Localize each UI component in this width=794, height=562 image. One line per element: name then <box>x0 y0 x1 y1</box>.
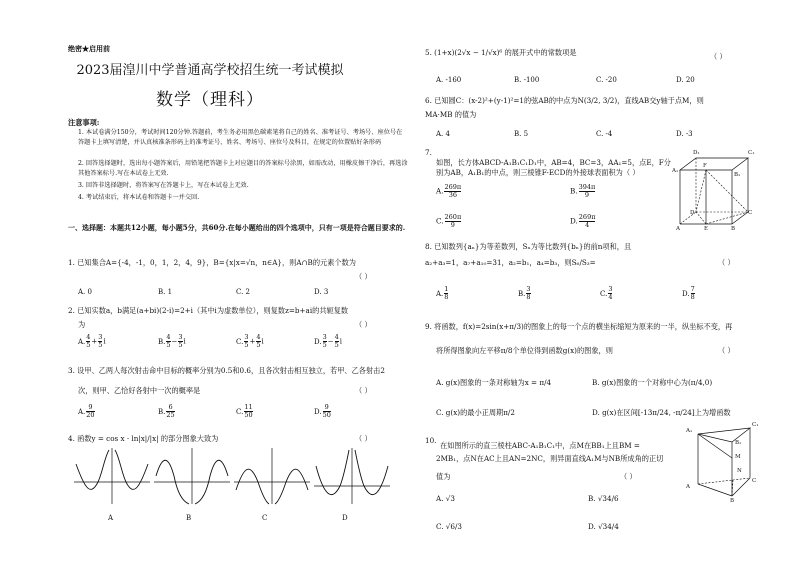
q1-option-a[interactable]: A. 0 <box>78 288 92 296</box>
fig10-label-a: A <box>686 484 690 490</box>
q9-option-c[interactable]: C. g(x)的最小正周期π/2 <box>436 408 515 417</box>
fig7-label-f: F <box>703 163 707 169</box>
q2-answer-paren[interactable]: （ ） <box>355 320 372 329</box>
q5-option-d[interactable]: D. 20 <box>676 76 695 84</box>
q8-option-a[interactable]: A. $\frac{1}{8}$ <box>436 285 449 301</box>
q4-graph-c[interactable] <box>232 446 312 506</box>
q2-option-b[interactable]: B. $\frac{4}{5}$ − $\frac{3}{5}$ i <box>158 333 186 349</box>
q2-stem: 2. 已知实数a，b满足(a+bi)(2-i)=2+i（其中i为虚数单位），则复数z=b+ai的共轭复数 <box>68 306 349 315</box>
q6-stem: 6. 已知圆C：(x-2)²+(y-1)²=1的弦AB的中点为N(3/2, 3/2)，直线AB交y轴于点M，则 <box>425 96 704 105</box>
q9-option-d[interactable]: D. g(x)在区间[-13π/24, -π/24]上为增函数 <box>592 408 731 417</box>
q6-options <box>436 130 693 139</box>
q7-option-b[interactable]: B. $\frac{394\pi}{9}$ <box>570 183 596 199</box>
q5-option-c[interactable]: C. -20 <box>596 76 617 84</box>
q3-stem: 3. 设甲、乙两人每次射击命中目标的概率分别为0.5和0.6，且各次射击相互独立，若甲、乙各射击2 <box>68 366 385 375</box>
q7-number: 7. <box>425 148 432 157</box>
q10-number: 10. <box>425 436 437 445</box>
q9-stem-2: 将所得图象向左平移π/8个单位得到函数g(x)的图象，则 <box>436 346 613 355</box>
q10-option-a[interactable]: A. √3 <box>436 494 455 503</box>
fig10-label-b1: B₁ <box>735 440 742 446</box>
q3-option-d[interactable]: D. $\frac{9}{50}$ <box>314 403 331 419</box>
q4-graph-b[interactable] <box>152 446 232 506</box>
q7-option-d[interactable]: D. $\frac{269\pi}{4}$ <box>570 213 596 229</box>
notes-heading: 注意事项: <box>68 118 100 127</box>
q9-option-b[interactable]: B. g(x)图象的一个对称中心为(π/4,0) <box>592 378 713 387</box>
q4-answer-paren[interactable]: （ ） <box>355 434 372 443</box>
q10-stem-2: 2MB₁，点N在AC上且AN=2NC，则异面直线A₁M与NB所成角的正切 <box>436 454 664 463</box>
q6-stem-2: MA·MB 的值为 <box>425 110 477 119</box>
q6-option-c[interactable]: C. -4 <box>596 130 613 138</box>
q1-option-d[interactable]: D. 3 <box>314 288 329 296</box>
q9-answer-paren[interactable]: （ ） <box>718 346 735 355</box>
q2-option-c[interactable]: C. $\frac{3}{5}$ + $\frac{4}{5}$ i <box>236 333 264 349</box>
q3-option-c[interactable]: C. $\frac{11}{50}$ <box>236 403 253 419</box>
q2-options <box>78 334 342 349</box>
q4-graph-a[interactable] <box>72 446 152 506</box>
fig10-label-b: B <box>730 498 735 504</box>
q5-option-a[interactable]: A. -160 <box>436 76 462 84</box>
q2-option-a[interactable]: A. $\frac{4}{5}$ + $\frac{3}{5}$ i <box>78 333 106 349</box>
q1-options <box>78 288 328 297</box>
q8-option-b[interactable]: B. $\frac{3}{8}$ <box>518 285 531 301</box>
q1-answer-paren[interactable]: （ ） <box>355 272 372 281</box>
fig10-label-a1: A₁ <box>686 428 693 434</box>
q10-option-d[interactable]: D. √34/4 <box>588 522 619 531</box>
q4-label-d: D <box>342 514 348 522</box>
q7-stem-2: 别为AB，A₁B₁的中点，则三棱锥F-ECD的外接球表面积为（ ） <box>436 168 640 177</box>
q3-stem-2: 次，则甲、乙恰好各射中一次的概率是 <box>78 386 201 395</box>
fig7-label-a: A <box>676 226 680 232</box>
q3-options <box>78 404 332 419</box>
exam-title: 2023届湟川中学普通高学校招生统一考试模拟 <box>76 63 344 78</box>
q5-answer-paren[interactable]: （ ） <box>710 52 727 61</box>
fig7-label-c1: C₁ <box>748 150 755 156</box>
q4-label-b: B <box>186 514 192 522</box>
q10-option-c[interactable]: C. √6/3 <box>436 522 462 531</box>
q3-option-a[interactable]: A. $\frac{9}{20}$ <box>78 403 95 419</box>
q4-label-c: C <box>262 514 268 522</box>
q8-option-c[interactable]: C. $\frac{3}{4}$ <box>600 285 613 301</box>
q5-options <box>436 76 695 85</box>
fig7-label-b1: B₁ <box>734 172 741 178</box>
q10-stem: 在如图所示的直三棱柱ABC-A₁B₁C₁中，点M在BB₁上且BM = <box>440 441 640 450</box>
note-1: 1. 本试卷满分150分，考试时间120分钟.答题前，考生务必用黑色碳素笔将自己的姓名、准考证号、考场号、座位号在答题卡上填写清楚，并认真核准条形码上的准考证号、姓名、考场号、座位号及科目，在规定的位置贴好条形码 <box>78 129 403 146</box>
q8-answer-paren[interactable]: （ ） <box>718 258 735 267</box>
q9-option-a[interactable]: A. g(x)图象的一条对称轴为x = π/4 <box>436 378 552 387</box>
q2-stem-2: 为 <box>78 320 86 329</box>
q1-option-b[interactable]: B. 1 <box>158 288 173 296</box>
fig7-label-d1: D₁ <box>693 150 700 156</box>
q2-option-d[interactable]: D. $\frac{3}{5}$ − $\frac{4}{5}$ i <box>314 333 342 349</box>
q10-stem-3: 值为 <box>436 472 451 481</box>
section-heading: 一、选择题：本题共12小题，每小题5分，共60分.在每小题给出的四个选项中，只有一项是符合题目要求的. <box>68 223 406 232</box>
q5-option-b[interactable]: B. -100 <box>514 76 540 84</box>
q10-answer-paren[interactable]: （ ） <box>620 472 637 481</box>
q8-option-d[interactable]: D. $\frac{7}{8}$ <box>682 285 695 301</box>
q7-option-c[interactable]: C. $\frac{260\pi}{9}$ <box>436 213 462 229</box>
q10-option-b[interactable]: B. √34/6 <box>588 494 619 503</box>
q5-stem: 5. (1+x)(2√x − 1/√x)⁶ 的展开式中的常数项是 <box>425 48 577 57</box>
q6-option-b[interactable]: B. 5 <box>514 130 529 138</box>
note-2: 2. 回答选择题时，选出每小题答案后，用铅笔把答题卡上对应题目的答案标号涂黑，如需改动，用橡皮擦干净后，再选涂其他答案标号.写在本试卷上无效. <box>78 160 408 177</box>
note-3: 3. 回答非选择题时，将答案写在答题卡上，写在本试卷上无效. <box>78 182 249 189</box>
q3-answer-paren[interactable]: （ ） <box>355 386 372 395</box>
fig10-label-m: M <box>735 454 741 460</box>
subject-title: 数学（理科） <box>156 90 264 110</box>
q3-option-b[interactable]: B. $\frac{6}{25}$ <box>158 403 175 419</box>
q9-stem: 9. 将函数，f(x)=2sin(x+π/3)的图象上的每一个点的横坐标缩短为原来的一半，纵坐标不变，再 <box>425 322 733 331</box>
note-4: 4. 考试结束后，将本试卷和答题卡一并交回. <box>78 194 200 201</box>
fig7-label-e: E <box>704 226 709 232</box>
q7-option-a[interactable]: A. $\frac{269\pi}{36}$ <box>436 183 462 199</box>
q8-stem-2: a₂+a₃=1，a₇+a₁₀=31，a₂=b₁，a₄=b₃，则S₆/S₃= <box>425 258 596 267</box>
fig7-label-a1: A₁ <box>672 168 679 174</box>
q6-option-a[interactable]: A. 4 <box>436 130 450 138</box>
q8-stem: 8. 已知数列{aₙ}为等差数列，Sₙ为等比数列{bₙ}的前n项和，且 <box>425 242 632 251</box>
q6-option-d[interactable]: D. -3 <box>676 130 693 138</box>
fig7-label-b: B <box>731 226 736 232</box>
q1-option-c[interactable]: C. 2 <box>236 288 251 296</box>
secret-label: 绝密★启用前 <box>68 44 110 53</box>
q4-graph-d[interactable] <box>312 446 392 506</box>
fig10-label-n: N <box>737 468 742 474</box>
q10-prism-figure <box>692 424 762 500</box>
fig10-label-c: C <box>752 478 757 484</box>
fig10-label-c1: C₁ <box>752 422 759 428</box>
q7-cuboid-figure <box>672 152 762 232</box>
q4-stem: 4. 函数y = cos x · ln|x|/|x| 的部分图象大致为 <box>68 434 219 443</box>
q1-stem: 1. 已知集合A={-4，-1，0，1，2，4，9}，B={x|x=√n，n∈A}，则A∩B的元素个数为 <box>68 258 356 267</box>
q8-options <box>436 286 696 301</box>
fig7-label-c: C <box>748 210 753 216</box>
q7-stem: 如图，长方体ABCD-A₁B₁C₁D₁中，AB=4，BC=3，AA₁=5，点E，F分 <box>436 158 671 167</box>
q4-label-a: A <box>108 514 114 522</box>
fig7-label-d: D <box>690 210 695 216</box>
